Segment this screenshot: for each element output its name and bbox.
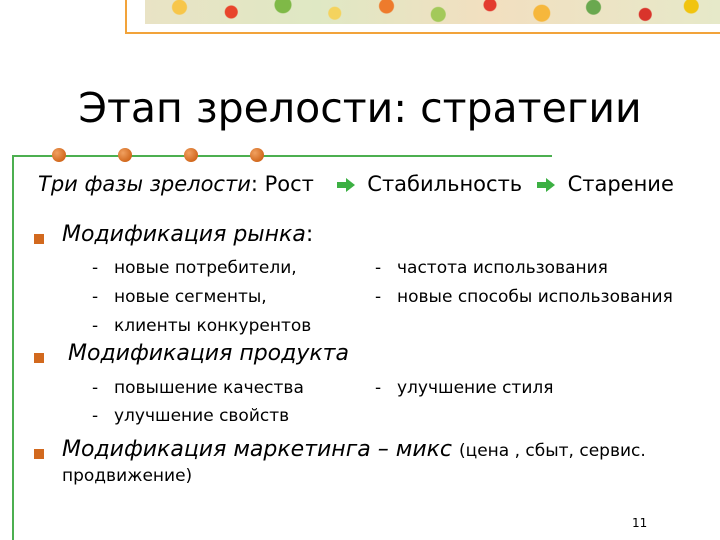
market-heading: Модификация рынка:	[62, 222, 314, 247]
decorative-dot	[184, 148, 198, 162]
square-bullet-icon	[34, 353, 44, 363]
product-right-item: - улучшение стиля	[375, 378, 554, 398]
right-arrow-icon	[337, 180, 355, 190]
left-accent-line	[12, 155, 14, 540]
phases-line	[38, 172, 674, 196]
market-left-item: - новые сегменты,	[92, 287, 267, 307]
decorative-dot	[52, 148, 66, 162]
market-right-item: - частота использования	[375, 258, 608, 278]
market-left-item: - клиенты конкурентов	[92, 316, 312, 336]
square-bullet-icon	[34, 234, 44, 244]
market-right-item: - новые способы использования	[375, 287, 673, 307]
marketing-continuation: продвижение)	[62, 466, 193, 486]
title-underline	[12, 155, 552, 157]
product-left-item: - улучшение свойств	[92, 406, 290, 426]
decorative-dot	[118, 148, 132, 162]
decorative-dot	[250, 148, 264, 162]
square-bullet-icon	[34, 449, 44, 459]
right-arrow-icon	[537, 180, 555, 190]
phase-aging: Старение	[567, 172, 674, 196]
product-heading: Модификация продукта	[68, 341, 349, 366]
phases-colon: :	[250, 172, 258, 196]
marketing-heading: Модификация маркетинга – микс (цена , сбыт, сервис.	[62, 437, 646, 462]
fruit-banner-image	[145, 0, 720, 24]
phase-stability: Стабильность	[367, 172, 523, 196]
market-left-item: - новые потребители,	[92, 258, 297, 278]
slide-title: Этап зрелости: стратегии	[78, 84, 642, 132]
product-left-item: - повышение качества	[92, 378, 304, 398]
phases-label: Три фазы зрелости	[38, 172, 251, 196]
header-banner-frame	[125, 0, 720, 34]
phase-growth: Рост	[264, 172, 314, 196]
page-number: 11	[632, 516, 648, 530]
